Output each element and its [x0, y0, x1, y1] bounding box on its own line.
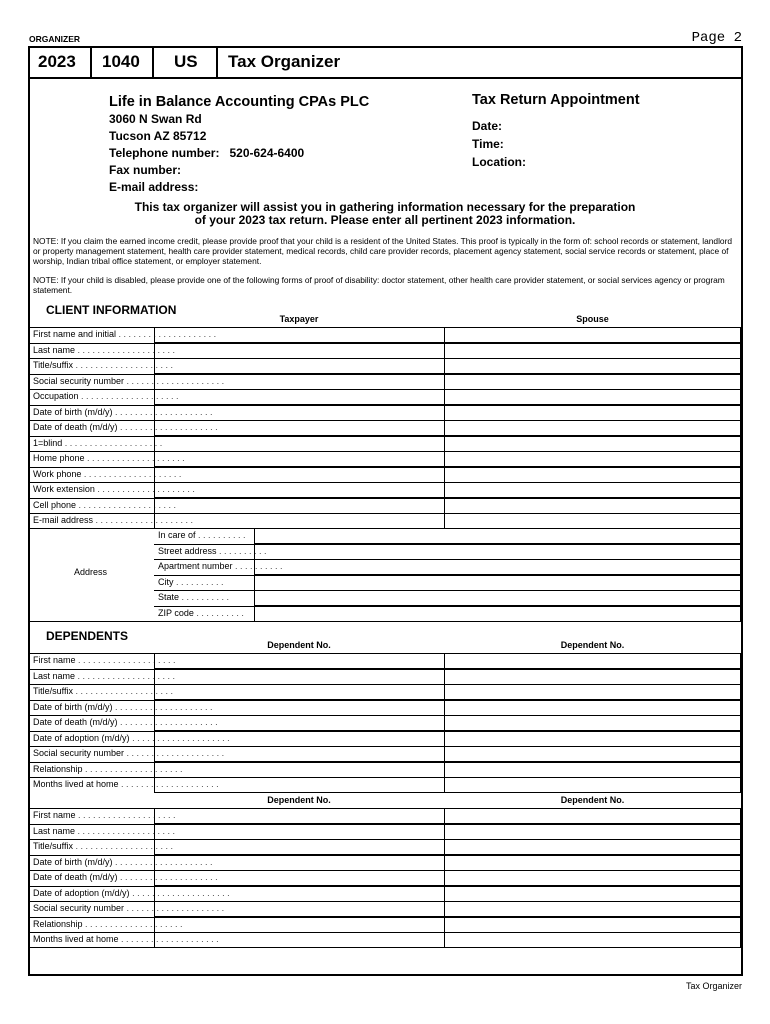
client-field-left[interactable]: [154, 343, 445, 359]
client-field-left[interactable]: [154, 451, 445, 467]
client-row: [30, 343, 741, 359]
dependent-row-label: Social security number . . . . . . . . . . . . . . . . . . . .: [33, 748, 225, 758]
dependent-field-right[interactable]: [444, 653, 741, 669]
dependent-field-right[interactable]: [444, 886, 741, 902]
address-field[interactable]: [254, 559, 741, 575]
client-field-right[interactable]: [444, 513, 741, 529]
firm-fax: Fax number:: [109, 163, 182, 177]
dependent-col-2: Dependent No.: [560, 640, 625, 650]
client-row-label: First name and initial . . . . . . . . . . . . . . . . . . . .: [33, 329, 217, 339]
footer-label: Tax Organizer: [685, 981, 742, 991]
dependent-field-right[interactable]: [444, 870, 741, 886]
dependent-row: [30, 653, 741, 669]
note-eic: NOTE: If you claim the earned income credit, please provide proof that your child is a resident of the United States. This proof is typically in the form of: school records or statement, landlord or property management statement, health care provider statement, medical records, child care provider records, placement agency statement, social service records or statement, place of worship, Indian tribal office statement, or employer statement.: [33, 236, 733, 266]
dependent-row-label: Date of death (m/d/y) . . . . . . . . . . . . . . . . . . . .: [33, 872, 218, 882]
client-row: [30, 451, 741, 467]
dependent-row: [30, 684, 741, 700]
client-field-right[interactable]: [444, 374, 741, 390]
firm-street: 3060 N Swan Rd: [109, 112, 202, 126]
dependent-row: [30, 715, 741, 731]
dependent-row: [30, 669, 741, 685]
dependent-field-left[interactable]: [154, 839, 445, 855]
client-row: [30, 374, 741, 390]
client-field-right[interactable]: [444, 451, 741, 467]
client-field-left[interactable]: [154, 389, 445, 405]
client-field-left[interactable]: [154, 467, 445, 483]
appointment-time-label: Time:: [472, 137, 504, 151]
appointment-block: [472, 117, 526, 171]
dependent-row-label: Date of birth (m/d/y) . . . . . . . . . . . . . . . . . . . .: [33, 856, 213, 867]
client-field-right[interactable]: [444, 420, 741, 436]
col-spouse: Spouse: [576, 314, 609, 324]
client-field-left[interactable]: [154, 358, 445, 374]
dependent-field-right[interactable]: [444, 746, 741, 762]
dependent-field-right[interactable]: [444, 839, 741, 855]
address-row: [154, 544, 741, 560]
client-row-label: Last name . . . . . . . . . . . . . . . . . . . .: [33, 344, 176, 355]
dependent-row-label: Date of adoption (m/d/y) . . . . . . . . . . . . . . . . . . . .: [33, 887, 230, 898]
address-row-label: Street address . . . . . . . . . .: [158, 545, 267, 556]
address-row-label: City . . . . . . . . . .: [158, 576, 224, 587]
dependent-field-right[interactable]: [444, 855, 741, 871]
client-row: [30, 358, 741, 374]
dependent-row: [30, 824, 741, 840]
address-row-label: Apartment number . . . . . . . . . .: [158, 561, 283, 571]
client-section-title: CLIENT INFORMATION: [46, 303, 177, 317]
dependent-row-label: Title/suffix . . . . . . . . . . . . . . . . . . . .: [33, 686, 174, 696]
dependent-row-label: Date of birth (m/d/y) . . . . . . . . . . . . . . . . . . . .: [33, 701, 213, 712]
dependent-field-right[interactable]: [444, 700, 741, 716]
dependent-field-right[interactable]: [444, 777, 741, 793]
address-field[interactable]: [254, 590, 741, 606]
client-row-label: E-mail address . . . . . . . . . . . . . . . . . . . .: [33, 515, 194, 525]
client-row: [30, 436, 741, 452]
client-row-label: Work phone . . . . . . . . . . . . . . . . . . . .: [33, 468, 182, 479]
client-row-label: Date of death (m/d/y) . . . . . . . . . . . . . . . . . . . .: [33, 422, 218, 432]
dependent-row-label: Last name . . . . . . . . . . . . . . . . . . . .: [33, 670, 176, 681]
dependent-row: [30, 932, 741, 948]
dependent-col-4: Dependent No.: [560, 795, 625, 805]
address-field[interactable]: [254, 575, 741, 591]
dependent-field-right[interactable]: [444, 762, 741, 778]
header-form: 1040: [102, 52, 140, 71]
client-row-label: Title/suffix . . . . . . . . . . . . . . . . . . . .: [33, 360, 174, 370]
client-field-right[interactable]: [444, 389, 741, 405]
client-field-right[interactable]: [444, 358, 741, 374]
address-row: [154, 559, 741, 575]
dependent-field-right[interactable]: [444, 731, 741, 747]
client-field-left[interactable]: [154, 420, 445, 436]
dependent-field-left[interactable]: [154, 731, 445, 747]
client-row-label: Social security number . . . . . . . . . . . . . . . . . . . .: [33, 375, 225, 386]
client-row-label: Work extension . . . . . . . . . . . . . . . . . . . .: [33, 484, 195, 494]
firm-name: Life in Balance Accounting CPAs PLC: [109, 94, 370, 110]
dependent-col-1: Dependent No.: [267, 640, 331, 650]
client-row: [30, 327, 741, 343]
dependent-row: [30, 746, 741, 762]
header-year: 2023: [38, 52, 76, 71]
dependent-field-right[interactable]: [444, 684, 741, 700]
client-row-label: Date of birth (m/d/y) . . . . . . . . . . . . . . . . . . . .: [33, 406, 213, 417]
dependent-row-label: Relationship . . . . . . . . . . . . . . . . . . . .: [33, 918, 183, 929]
intro-text: This tax organizer will assist you in gathering information necessary for the preparation of your 2023 tax return. Please enter all pertinent 2023 information.: [134, 200, 636, 227]
dependent-field-left[interactable]: [154, 917, 445, 933]
address-field[interactable]: [254, 528, 741, 544]
dependent-row: [30, 886, 741, 902]
dependent-row-label: First name . . . . . . . . . . . . . . . . . . . .: [33, 655, 176, 665]
dependent-field-right[interactable]: [444, 824, 741, 840]
dependent-field-left[interactable]: [154, 855, 445, 871]
client-row: [30, 389, 741, 405]
appointment-title: Tax Return Appointment: [472, 92, 640, 108]
dependent-field-left[interactable]: [154, 901, 445, 917]
dependent-row: [30, 808, 741, 824]
dependent-field-left[interactable]: [154, 870, 445, 886]
dependent-row: [30, 901, 741, 917]
client-field-left[interactable]: [154, 327, 445, 343]
dependent-row-label: Relationship . . . . . . . . . . . . . . . . . . . .: [33, 763, 183, 774]
dependent-row-label: Months lived at home . . . . . . . . . . . . . . . . . . . .: [33, 934, 219, 944]
client-row-label: Occupation . . . . . . . . . . . . . . . . . . . .: [33, 391, 179, 401]
dependent-field-left[interactable]: [154, 669, 445, 685]
dependent-field-left[interactable]: [154, 932, 445, 948]
form-header: [28, 46, 743, 79]
dependent-row-label: Date of adoption (m/d/y) . . . . . . . . . . . . . . . . . . . .: [33, 732, 230, 743]
client-field-right[interactable]: [444, 327, 741, 343]
dependent-field-right[interactable]: [444, 715, 741, 731]
client-row-label: Cell phone . . . . . . . . . . . . . . . . . . . .: [33, 499, 177, 510]
dependent-field-left[interactable]: [154, 824, 445, 840]
address-label: Address: [74, 567, 108, 577]
client-field-left[interactable]: [154, 513, 445, 529]
dependent-row: [30, 855, 741, 871]
client-row: [30, 482, 741, 498]
firm-email: E-mail address:: [109, 180, 199, 194]
address-field[interactable]: [254, 544, 741, 560]
client-field-right[interactable]: [444, 467, 741, 483]
address-row: [154, 575, 741, 591]
client-row-label: 1=blind . . . . . . . . . . . . . . . . . . . .: [33, 437, 163, 448]
dependent-col-3: Dependent No.: [267, 795, 331, 805]
address-row: [154, 590, 741, 606]
address-field[interactable]: [254, 606, 741, 622]
appointment-date-label: Date:: [472, 119, 503, 133]
dependent-field-right[interactable]: [444, 669, 741, 685]
address-row-label: State . . . . . . . . . .: [158, 592, 230, 602]
dependent-row-label: Months lived at home . . . . . . . . . . . . . . . . . . . .: [33, 779, 219, 789]
dependent-field-left[interactable]: [154, 684, 445, 700]
dependent-field-right[interactable]: [444, 901, 741, 917]
dependent-row: [30, 700, 741, 716]
dependent-row-label: Last name . . . . . . . . . . . . . . . . . . . .: [33, 825, 176, 836]
dependent-field-left[interactable]: [154, 653, 445, 669]
col-taxpayer: Taxpayer: [279, 314, 319, 324]
client-field-left[interactable]: [154, 482, 445, 498]
firm-city: Tucson AZ 85712: [109, 129, 207, 143]
client-field-right[interactable]: [444, 482, 741, 498]
client-field-right[interactable]: [444, 436, 741, 452]
dependent-row-label: Date of death (m/d/y) . . . . . . . . . . . . . . . . . . . .: [33, 717, 218, 727]
dependent-row: [30, 762, 741, 778]
dependent-field-left[interactable]: [154, 886, 445, 902]
dependent-field-left[interactable]: [154, 746, 445, 762]
note-disability: NOTE: If your child is disabled, please provide one of the following forms of proof of disability: doctor statement, other health care provider statement, or social services agency or program statement.: [33, 275, 725, 295]
dependent-field-right[interactable]: [444, 932, 741, 948]
dependent-field-left[interactable]: [154, 808, 445, 824]
dependent-field-left[interactable]: [154, 700, 445, 716]
dependent-field-right[interactable]: [444, 917, 741, 933]
address-row-label: ZIP code . . . . . . . . . .: [158, 607, 244, 618]
client-field-right[interactable]: [444, 498, 741, 514]
page-number: Page 2: [691, 30, 742, 46]
dependent-row: [30, 777, 741, 793]
client-field-right[interactable]: [444, 405, 741, 421]
firm-block: [109, 94, 369, 196]
address-row: [154, 606, 741, 622]
header-country: US: [174, 52, 198, 71]
dependent-row: [30, 839, 741, 855]
client-row: [30, 498, 741, 514]
client-field-left[interactable]: [154, 374, 445, 390]
dependent-field-right[interactable]: [444, 808, 741, 824]
client-row: [30, 405, 741, 421]
client-field-left[interactable]: [154, 405, 445, 421]
client-row: [30, 420, 741, 436]
dependent-row: [30, 870, 741, 886]
header-title: Tax Organizer: [228, 52, 341, 71]
address-row-label: In care of . . . . . . . . . .: [158, 530, 246, 540]
dependent-field-left[interactable]: [154, 715, 445, 731]
client-field-left[interactable]: [154, 436, 445, 452]
dependents-section-title: DEPENDENTS: [46, 629, 129, 643]
dependent-row: [30, 917, 741, 933]
dependent-field-left[interactable]: [154, 762, 445, 778]
appointment-location-label: Location:: [472, 155, 526, 169]
address-row: [154, 528, 741, 544]
client-field-left[interactable]: [154, 498, 445, 514]
organizer-label: ORGANIZER: [29, 34, 80, 44]
dependent-row-label: Title/suffix . . . . . . . . . . . . . . . . . . . .: [33, 841, 174, 851]
dependent-field-left[interactable]: [154, 777, 445, 793]
dependent-row: [30, 731, 741, 747]
dependent-row-label: Social security number . . . . . . . . . . . . . . . . . . . .: [33, 903, 225, 913]
client-row: [30, 467, 741, 483]
dependent-row-label: First name . . . . . . . . . . . . . . . . . . . .: [33, 810, 176, 820]
client-row-label: Home phone . . . . . . . . . . . . . . . . . . . .: [33, 453, 185, 463]
address-block: [30, 528, 154, 621]
client-row: [30, 513, 741, 529]
client-field-right[interactable]: [444, 343, 741, 359]
firm-telephone: Telephone number: 520-624-6400: [109, 146, 305, 160]
